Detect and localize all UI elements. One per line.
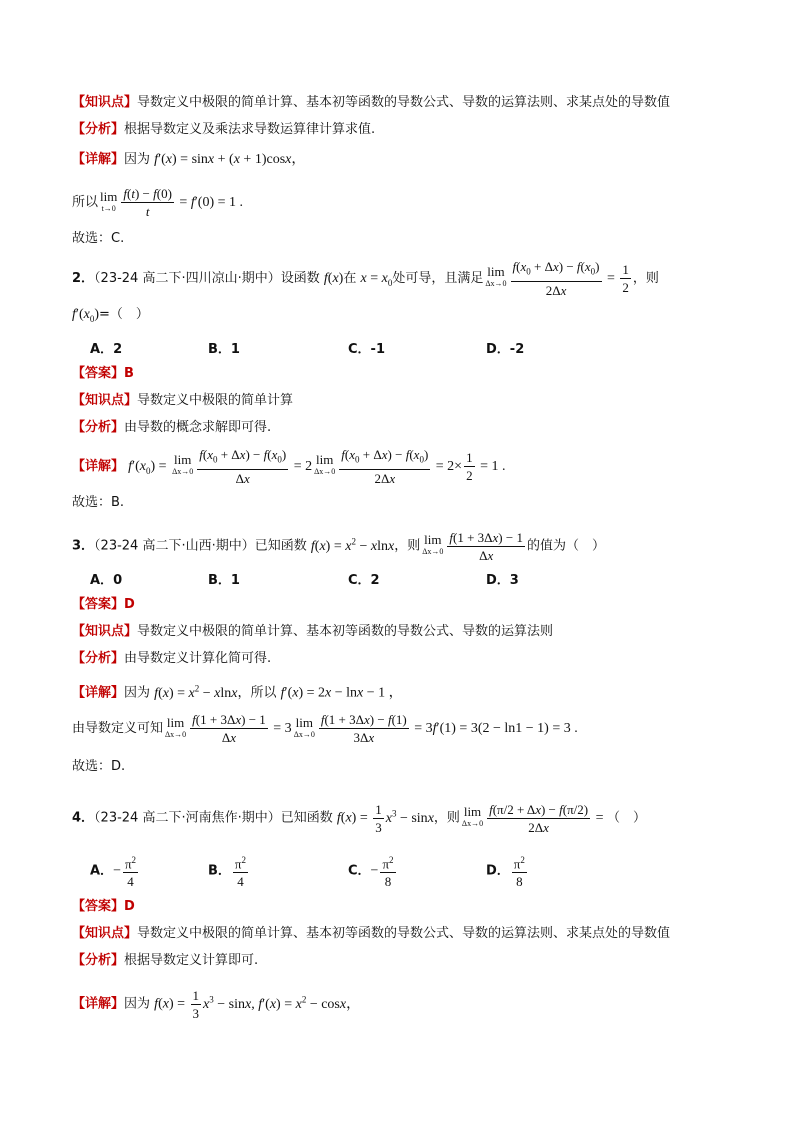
analysis-text: 根据导数定义计算即可. <box>124 953 259 968</box>
option-a <box>90 569 122 588</box>
blank-text: =（ ） <box>99 307 149 322</box>
option-c <box>348 569 380 588</box>
formula: = 2 <box>290 458 313 474</box>
formula: f′(x) = 2x − lnx − 1 ， <box>280 685 403 701</box>
fraction: $\frac{f(t) - f(0)}{t}$ <box>123 186 172 219</box>
q2-analysis <box>72 419 271 437</box>
fraction: $\frac{f(1 + 3\Delta x) - 1}{\Delta x}$ <box>449 529 523 563</box>
stem-text: ，则 <box>433 810 460 826</box>
option-text: 3 <box>509 573 519 588</box>
limit-symbol: lim Δx→0 <box>485 264 507 289</box>
detail-tag: 【详解】 <box>72 458 125 474</box>
formula: $f(x) = x^2 - xlnx$ <box>310 536 395 554</box>
analysis-text: 由导数定义计算化简可得. <box>124 651 272 666</box>
option-letter: D． <box>486 863 510 879</box>
formula: f(x) = <box>336 810 372 826</box>
question-number: 2． <box>72 270 95 286</box>
formula: $x^3 - \sin x$, $f'(x) = x^2 - \cos x$， <box>203 994 361 1012</box>
formula: f(x) = <box>154 996 189 1012</box>
knowledge-tag: 【知识点】 <box>72 95 138 110</box>
formula: = <box>592 810 608 826</box>
option-d <box>486 852 529 890</box>
option-a <box>90 852 140 890</box>
q3-answer <box>72 596 135 614</box>
stem-text: 的值为（ ） <box>526 538 605 554</box>
analysis-tag: 【分析】 <box>72 420 125 435</box>
answer-tag: 【答案】 <box>72 597 125 612</box>
stem-text: ，则 <box>394 538 421 554</box>
option-b <box>208 338 240 357</box>
formula: $x^3 - \sin x$ <box>385 808 434 826</box>
q3-choose <box>72 758 125 776</box>
option-a <box>90 338 122 357</box>
limit-symbol: lim Δx→0 <box>165 714 187 739</box>
question-number: 3． <box>72 538 95 554</box>
choose-text: 故选：C. <box>72 231 125 246</box>
q1-therefore <box>72 184 243 222</box>
analysis-tag: 【分析】 <box>72 122 125 137</box>
option-text: -1 <box>370 342 385 357</box>
formula: $x = x_0$ <box>360 270 393 288</box>
option-letter: B． <box>208 863 231 879</box>
q1-detail <box>72 151 305 169</box>
question-source: （23-24 高二下·河南焦作·期中） <box>94 810 281 826</box>
detail-tag: 【详解】 <box>72 152 125 167</box>
knowledge-tag: 【知识点】 <box>72 393 138 408</box>
q3-knowledge <box>72 623 553 641</box>
option-d <box>486 338 524 357</box>
q3-analysis <box>72 650 271 668</box>
fraction: $\frac{\pi^2}{8}$ <box>512 852 527 890</box>
q3-derivation <box>72 710 578 748</box>
q2-answer <box>72 365 134 383</box>
stem-text: 设函数 <box>280 270 320 286</box>
fraction: $\frac{1}{3}$ <box>192 987 200 1021</box>
answer-tag: 【答案】 <box>72 366 125 381</box>
fraction: $\frac{f(1 + 3\Delta x) - f(1)}{3\Delta x}$ <box>320 712 407 745</box>
option-c <box>348 338 385 357</box>
option-d <box>486 569 519 588</box>
formula: = 1 . <box>476 458 506 474</box>
fraction: $\frac{f(x_0 + \Delta x) - f(x_0)}{\Delta x}$ <box>199 447 287 486</box>
fraction: $\frac{f(\pi/2 + \Delta x) - f(\pi/2)}{2\Delta x}$ <box>489 801 589 835</box>
q4-answer <box>72 898 135 916</box>
q1-choose <box>72 230 124 248</box>
detail-text: ，所以 <box>237 685 277 701</box>
fraction: $\frac{\pi^2}{4}$ <box>233 852 248 890</box>
option-text: 1 <box>230 573 240 588</box>
analysis-text: 根据导数定义及乘法求导数运算律计算求值. <box>124 122 376 137</box>
detail-text: 因为 <box>124 996 151 1012</box>
detail-tag: 【详解】 <box>72 996 125 1012</box>
fraction: $\frac{f(x_0 + \Delta x) - f(x_0)}{2\Delta x}$ <box>512 259 600 298</box>
q4-detail <box>72 980 360 1024</box>
formula: $f(x) = x^2 - xlnx$ <box>154 683 238 701</box>
fraction: $\frac{f(x_0 + \Delta x) - f(x_0)}{2\Delta x}$ <box>341 447 429 486</box>
analysis-tag: 【分析】 <box>72 953 125 968</box>
limit-symbol: lim Δx→0 <box>461 804 484 829</box>
limit-symbol: lim Δx→0 <box>172 452 194 477</box>
knowledge-tag: 【知识点】 <box>72 624 138 639</box>
formula: = <box>603 270 619 286</box>
limit-symbol: lim Δx→0 <box>314 452 336 477</box>
stem-text: ，则 <box>632 270 659 286</box>
option-text: 2 <box>370 573 380 588</box>
q2-blank <box>72 306 149 328</box>
q3-detail <box>72 679 403 703</box>
fraction: $\frac{1}{3}$ <box>375 801 382 835</box>
question-number: 4． <box>72 810 95 826</box>
option-letter: C． <box>348 863 371 879</box>
formula: $f'(x_0)$ = <box>128 458 171 476</box>
detail-text: 因为 <box>124 152 151 167</box>
answer-value: D <box>124 597 135 612</box>
option-text: -2 <box>509 342 525 357</box>
q4-knowledge <box>72 925 670 943</box>
option-c <box>348 852 398 890</box>
option-letter: A． <box>90 342 114 357</box>
fraction: $\frac{1}{2}$ <box>622 261 629 295</box>
stem-text: 在 <box>343 270 357 286</box>
formula: = 3f′(1) = 3(2 − ln1 − 1) = 3 . <box>410 721 578 736</box>
q1-knowledge <box>72 94 670 112</box>
q1-analysis <box>72 121 375 139</box>
therefore-text: 所以 <box>72 195 99 210</box>
option-b <box>208 852 250 890</box>
option-letter: B． <box>208 573 231 588</box>
option-letter: A． <box>90 573 114 588</box>
limit-symbol: lim Δx→0 <box>293 714 315 739</box>
knowledge-text: 导数定义中极限的简单计算、基本初等函数的导数公式、导数的运算法则、求某点处的导数值 <box>137 926 671 941</box>
formula: = 2× <box>432 458 463 474</box>
option-letter: B． <box>208 342 231 357</box>
knowledge-text: 导数定义中极限的简单计算、基本初等函数的导数公式、导数的运算法则 <box>137 624 554 639</box>
fraction: $\frac{\pi^2}{8}$ <box>380 852 395 890</box>
option-letter: C． <box>348 342 371 357</box>
choose-text: 故选：D. <box>72 759 126 774</box>
formula: f(x) <box>323 270 344 286</box>
analysis-tag: 【分析】 <box>72 651 125 666</box>
option-text: 2 <box>113 342 123 357</box>
question-source: （23-24 高二下·山西·期中） <box>94 538 255 554</box>
choose-text: 故选：B. <box>72 495 125 510</box>
formula: f′(x) = sinx + (x + 1)cosx， <box>154 152 306 167</box>
answer-tag: 【答案】 <box>72 899 125 914</box>
formula: − <box>370 863 379 879</box>
fraction: $\frac{\pi^2}{4}$ <box>123 852 138 890</box>
option-text: 1 <box>230 342 240 357</box>
stem-text: （ ） <box>607 810 647 826</box>
question-source: （23-24 高二下·四川凉山·期中） <box>94 270 281 286</box>
analysis-text: 由导数的概念求解即可得. <box>124 420 272 435</box>
limit-symbol: lim Δx→0 <box>422 532 444 557</box>
option-text: 0 <box>113 573 123 588</box>
detail-tag: 【详解】 <box>72 685 125 701</box>
q4-stem <box>72 788 646 844</box>
answer-value: B <box>124 366 134 381</box>
detail-text: 由导数定义可知 <box>72 721 164 736</box>
q2-detail <box>72 446 505 490</box>
stem-text: 已知函数 <box>254 538 307 554</box>
option-letter: D． <box>486 573 510 588</box>
option-letter: A． <box>90 863 114 879</box>
limit-symbol: lim t→0 <box>100 188 118 213</box>
q4-analysis <box>72 952 258 970</box>
option-letter: C． <box>348 573 371 588</box>
knowledge-tag: 【知识点】 <box>72 926 138 941</box>
fraction: $\frac{f(1 + 3\Delta x) - 1}{\Delta x}$ <box>192 712 266 745</box>
stem-text: 已知函数 <box>280 810 333 826</box>
option-letter: D． <box>486 342 510 357</box>
q2-stem <box>72 258 659 302</box>
answer-value: D <box>124 899 135 914</box>
q2-knowledge <box>72 392 293 410</box>
formula: − <box>113 863 121 879</box>
detail-text: 因为 <box>124 685 151 701</box>
fraction: $\frac{1}{2}$ <box>466 449 473 483</box>
formula: $f'(x_0)$ <box>72 307 100 324</box>
stem-text: 处可导，且满足 <box>392 270 484 286</box>
knowledge-text: 导数定义中极限的简单计算、基本初等函数的导数公式、导数的运算法则、求某点处的导数值 <box>137 95 671 110</box>
knowledge-text: 导数定义中极限的简单计算 <box>137 393 294 408</box>
q2-choose <box>72 494 124 512</box>
q3-stem <box>72 522 605 566</box>
formula: = f′(0) = 1 . <box>175 195 244 210</box>
formula: = 3 <box>269 721 292 736</box>
option-b <box>208 569 240 588</box>
